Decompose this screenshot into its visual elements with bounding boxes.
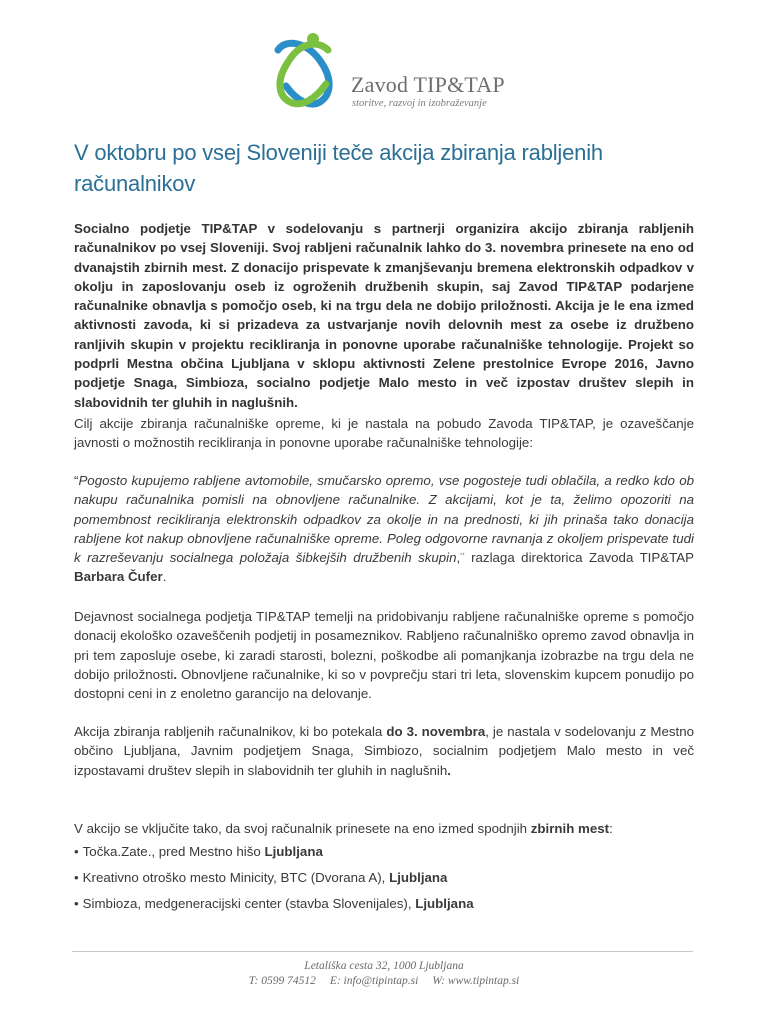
article-title: V oktobru po vsej Sloveniji teče akcija zbiranja rabljenih računalnikov: [74, 140, 603, 196]
location-place: Simbioza, medgeneracijski center (stavba Slovenijales),: [82, 896, 416, 911]
join-paragraph: [74, 819, 694, 838]
quote-text: Pogosto kupujemo rabljene avtomobile, smučarsko opremo, vse pogosteje tudi oblačila, a redko kdo ob nakupu računalnika pomisli na obnovljene računalnike. Z akcijami, kot je ta, želimo opozoriti na pomembnost recikliranja elektronskih odpadkov za okolje in na prednosti, ki jih prinaša tako donacija rabljene kot nakup obnovljene računalniške opreme. Poleg odgovorne ravnanja z okoljem prispevate tudi k razreševanju socialnega položaja šibkejših družbenih skupin: [74, 473, 694, 566]
tiptap-logo-icon: [266, 28, 346, 114]
activity-text-2: Obnovljene računalnike, ki so v povprečju stari tri leta, slovenskim kupcem ponudijo po dostopni ceni in z enoletno garancijo na delovanje.: [74, 666, 695, 702]
logo-tagline: storitve, razvoj in izobraževanje: [352, 98, 487, 109]
campaign-text-1: Akcija zbiranja rabljenih računalnikov, ki bo potekala: [74, 724, 387, 739]
bullet-icon: •: [74, 844, 79, 859]
activity-text-1: Dejavnost socialnega podjetja TIP&TAP temelji na pridobivanju rabljene računalniške opreme s pomočjo donacij ekološko ozaveščenih podjetij in posameznikov. Rabljeno računalniško opremo zavod obnavlja in pri tem zaposluje osebe, ki zaradi starosti, bolezni, poškodbe ali pomanjkanja izobrazbe na trgu dela ne dobijo priložnosti: [74, 609, 694, 682]
join-text: V akcijo se vključite tako, da svoj računalnik prinesete na eno izmed spodnjih: [74, 821, 531, 836]
list-item: [74, 844, 323, 859]
activity-dot: .: [173, 666, 178, 682]
footer-contacts: [0, 975, 768, 987]
quote-open-mark: “: [74, 473, 79, 488]
bullet-icon: •: [74, 896, 79, 911]
list-item: [74, 870, 447, 885]
campaign-dot: .: [447, 762, 451, 778]
location-city: Ljubljana: [389, 870, 448, 885]
logo-name: Zavod TIP&TAP: [351, 72, 505, 97]
footer-address: Letališka cesta 32, 1000 Ljubljana: [304, 960, 464, 972]
join-collection-points: zbirnih mest: [530, 821, 610, 836]
goal-paragraph: Cilj akcije zbiranja računalniške opreme, ki je nastala na pobudo Zavoda TIP&TAP, je ozaveščanje javnosti o možnostih recikliranja in ponovne uporabe računalniške tehnologije:: [74, 416, 694, 451]
location-city: Ljubljana: [415, 896, 474, 911]
quote-close-mark: ,¨: [456, 550, 465, 566]
footer-phone: T: 0599 74512: [248, 975, 316, 987]
footer-divider: [72, 951, 693, 952]
campaign-text-2: , je nastala v sodelovanju z Mestno občino Ljubljana, Javnim podjetjem Snaga, Simbiozo, socialnim podjetjem Malo mesto in več izpostavami društev slepih in slabovidnih ter gluhih in naglušnih: [74, 724, 695, 778]
footer-web[interactable]: W: www.tipintap.si: [432, 975, 520, 987]
campaign-paragraph: [74, 722, 694, 780]
location-place: Kreativno otroško mesto Minicity, BTC (Dvorana A),: [82, 870, 390, 885]
quote-author: Barbara Čufer: [74, 569, 163, 585]
footer-email[interactable]: E: info@tipintap.si: [329, 975, 419, 987]
list-item: [74, 896, 474, 911]
quote-attribution: razlaga direktorica Zavoda TIP&TAP: [464, 550, 694, 566]
director-quote: [74, 471, 694, 587]
lead-paragraph: Socialno podjetje TIP&TAP v sodelovanju s partnerji organizira akcijo zbiranja rabljenih računalnikov po vsej Sloveniji. Svoj rabljeni računalnik lahko do 3. novembra prinesete na eno od dvanajstih zbirnih mest. Z donacijo prispevate k zmanjševanju bremena elektronskih odpadkov v okolju in zaposlovanju oseb iz ogroženih družbenih skupin, saj Zavod TIP&TAP podarjene računalnike obnavlja s pomočjo oseb, ki na trgu dela ne dobijo priložnosti. Akcija je le ena izmed aktivnosti zavoda, ki si prizadeva za ustvarjanje novih delovnih mest za osebe iz družbeno ranljivih skupin v projektu recikliranja in ponovne uporabe računalniške tehnologije. Projekt so podprli Mestna občina Ljubljana v sklopu aktivnosti Zelene prestolnice Evrope 2016, Javno podjetje Snaga, Simbioza, socialno podjetje Malo mesto in več izpostav društev slepih in slabovidnih ter gluhih in naglušnih.: [74, 221, 694, 410]
logo: [266, 28, 506, 114]
activity-paragraph: [74, 607, 694, 703]
join-end: :: [609, 821, 613, 836]
quote-end: .: [162, 569, 167, 585]
campaign-deadline: do 3. novembra: [386, 724, 486, 739]
bullet-icon: •: [74, 870, 79, 885]
location-place: Točka.Zate., pred Mestno hišo: [82, 844, 265, 859]
location-city: Ljubljana: [264, 844, 323, 859]
